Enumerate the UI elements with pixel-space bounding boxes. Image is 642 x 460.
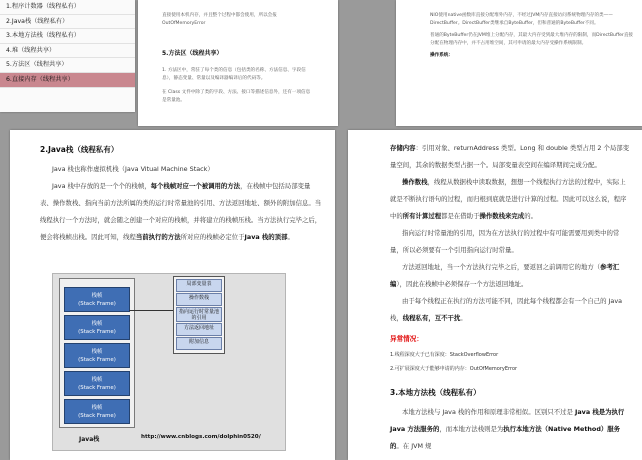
paragraph: 指向运行时常量池的引用，因为在方法执行的过程中有可能需要用到类中的常量，所以必须要有一个引用指向运行时常量。 bbox=[390, 229, 620, 254]
frame-part: 操作数栈 bbox=[176, 293, 222, 306]
section-heading: 2.Java栈（线程私有） bbox=[40, 145, 119, 154]
toc-item-active[interactable]: 6.直接内存（线程共享） bbox=[0, 73, 135, 88]
text-run-bold: 线程私有，互不干扰 bbox=[402, 314, 461, 322]
diagram-caption: Java栈 bbox=[79, 436, 100, 443]
connector-line bbox=[129, 310, 175, 311]
text-run: 由于每个线程正在执行的方法可能不同，因此每个线程都会有一个自己的 Java 栈， bbox=[390, 297, 623, 322]
frame-part: 指向运行时常量池的引用 bbox=[176, 307, 222, 322]
text-run-bold: 执行本地方法（Native Method）服务的 bbox=[390, 425, 621, 450]
text-run-bold: 操作数栈 bbox=[402, 178, 428, 186]
paragraph bbox=[40, 178, 323, 246]
page-top-right bbox=[396, 0, 642, 126]
exception-item: 1.线程深度大于已有深度：StackOverflowError bbox=[390, 352, 499, 358]
stack-frame: 栈帧 (Stack Frame) bbox=[64, 287, 130, 312]
text-run: 的。 bbox=[524, 212, 537, 220]
diagram-url: http://www.cnblogs.com/dolphin0520/ bbox=[141, 434, 261, 440]
frame-part: 局部变量表 bbox=[176, 279, 222, 292]
paragraph: NIO使用native函数库直接分配堆外内存，不经过JVM内存直接访问系统物理内存的类——DirectBuffer。DirectBuffer类继承自ByteBuffer，但和普通的ByteBuffer不同。 bbox=[430, 13, 613, 26]
text-run-bold: 当前执行的方法 bbox=[135, 233, 181, 241]
exception-heading: 异常情况： bbox=[390, 335, 423, 343]
frame-detail-box bbox=[173, 276, 225, 354]
paragraph bbox=[390, 259, 630, 293]
paragraph: 普通的ByteBuffer仍在JVM堆上分配内存，其最大内存受到最大堆内存的限制，而DirectBuffer直接分配在物理内存中，并不占用堆空间，其可申请的最大内存受操作系统限制。 bbox=[430, 33, 634, 46]
stack-frame: 栈帧 (Stack Frame) bbox=[64, 399, 130, 424]
frame-part: 附加信息 bbox=[176, 337, 222, 350]
text-run: 。 bbox=[287, 233, 294, 241]
text-run-bold: 每个栈帧对应一个被调用的方法 bbox=[150, 182, 241, 190]
text-run: 。在 JVM 规 bbox=[396, 442, 432, 450]
text-run-bold: 所有计算过程 bbox=[402, 212, 442, 220]
paragraph: 直接使用本机内存，并且整个过程中都会使用，所以会报 OutOfMemoryError bbox=[162, 13, 277, 26]
section-heading: 5.方法区（线程共享） bbox=[162, 50, 223, 57]
text-run-bold: 参考汇编 bbox=[390, 263, 620, 288]
section-heading: 3.本地方法栈（线程私有） bbox=[390, 388, 481, 397]
paragraph bbox=[390, 174, 630, 225]
java-stack-diagram bbox=[52, 273, 286, 451]
paragraph: Java 栈也称作虚拟机栈（Java Vitual Machine Stack） bbox=[52, 165, 214, 173]
exception-item: 2.可扩展深度大于能够申请的内存：OutOfMemoryError bbox=[390, 366, 518, 372]
toc-item[interactable]: 4.堆（线程共享） bbox=[0, 44, 135, 59]
page-top-middle bbox=[138, 0, 338, 126]
text-run: 所对应的栈帧必定位于 bbox=[180, 233, 245, 241]
text-run: 本地方法栈与 Java 栈的作用和原理非常相似。区别只不过是 bbox=[402, 408, 575, 416]
stack-frame: 栈帧 (Stack Frame) bbox=[64, 315, 130, 340]
stack-frame: 栈帧 (Stack Frame) bbox=[64, 343, 130, 368]
text-run: ：引用对象、returnAddress 类型。Long 和 double 类型占用 2 个局部变量空间，其余的数据类型占据一个。局部变量表空间在编译期间完成分配。 bbox=[390, 144, 630, 169]
text-run: ，而本地方法栈则是为 bbox=[439, 425, 504, 433]
toc-item[interactable]: 1.程序计数器（线程私有） bbox=[0, 0, 135, 15]
text-run-bold: 操作数栈来完成 bbox=[479, 212, 525, 220]
toc-item[interactable]: 3.本地方法栈（线程私有） bbox=[0, 29, 135, 44]
text-run: 都是在借助于 bbox=[441, 212, 480, 220]
paragraph bbox=[390, 404, 630, 455]
paragraph: 1. 方法区中，常驻了每个类的信息（包括类的名称、方法信息、字段信息），静态变量、常量以及编译器编译后的代码等。 bbox=[162, 68, 306, 81]
text-run: ，线程从数据栈中读取数据，想想一个线程执行方法的过程中，实际上就是不断执行语句的过程，而归根到底就是进行计算的过程。因此可以这么说，程序中的 bbox=[390, 178, 627, 220]
text-run: 。 bbox=[460, 314, 467, 322]
text-run: ），因此在栈帧中必须保存一个方法返回地址。 bbox=[396, 280, 528, 288]
paragraph bbox=[390, 293, 630, 327]
stack-column bbox=[59, 278, 135, 428]
text-run-bold: 存储内容 bbox=[390, 144, 416, 152]
page-java-stack bbox=[10, 130, 335, 460]
page-stack-details bbox=[348, 130, 642, 460]
text-run: Java 栈中存放的是一个个的栈帧， bbox=[52, 182, 151, 190]
paragraph: 操作系统： bbox=[430, 53, 453, 58]
text-run-bold: Java 栈是为执行 Java 方法服务的 bbox=[390, 408, 625, 433]
paragraph: 在 Class 文件中除了类的字段、方法、接口等描述信息外，还有一项信息是常量池。 bbox=[162, 90, 311, 103]
toc-item[interactable]: 5.方法区（线程共享） bbox=[0, 58, 135, 73]
paragraph bbox=[390, 140, 630, 174]
text-run-bold: Java 栈的顶部 bbox=[244, 233, 288, 241]
toc-page bbox=[0, 0, 135, 112]
stack-frame: 栈帧 (Stack Frame) bbox=[64, 371, 130, 396]
text-run: 方法返回地址，当一个方法执行完毕之后，要返回之前调用它的地方（ bbox=[402, 263, 601, 271]
toc-item[interactable]: 2.Java栈（线程私有） bbox=[0, 15, 135, 30]
text-run: ，在栈帧中包括局部变量表、操作数栈、指向当前方法所属的类的运行时常量池的引用、方法返回地址、额外的附加信息。当线程执行一个方法时，就会随之创建一个对应的栈帧，并将建立的栈帧压栈。当方法执行完毕之后，便会将栈帧出栈。因此可知，线程 bbox=[40, 182, 322, 241]
frame-part: 方法返回地址 bbox=[176, 323, 222, 336]
